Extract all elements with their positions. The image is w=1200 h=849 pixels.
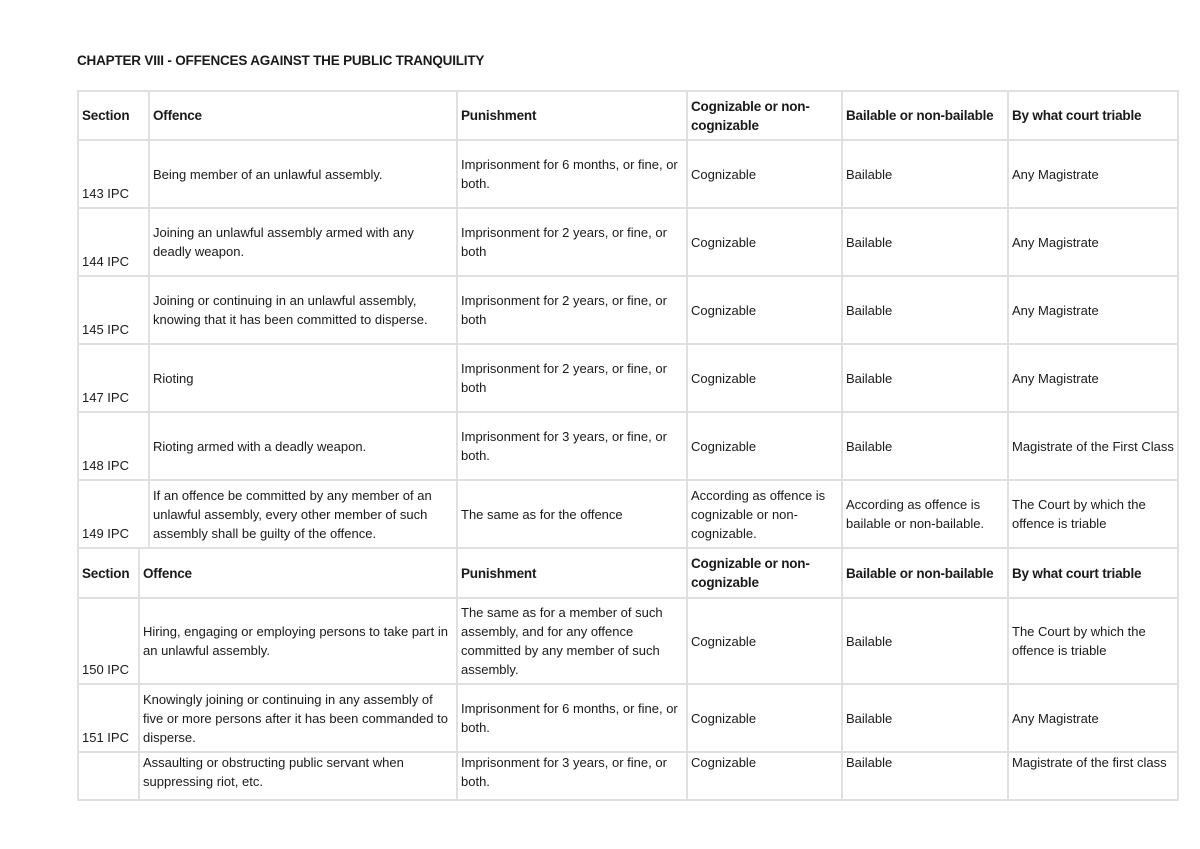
cognizable-cell: Cognizable [687, 208, 842, 276]
bailable-cell: Bailable [842, 412, 1008, 480]
section-cell: 148 IPC [78, 412, 149, 480]
table-row [78, 752, 1178, 800]
table-header-row [78, 548, 1178, 598]
offences-table-2 [77, 547, 1179, 801]
bailable-cell: Bailable [842, 344, 1008, 412]
header-punishment: Punishment [457, 91, 687, 140]
punishment-cell: The same as for the offence [457, 480, 687, 548]
table-header-row [78, 91, 1178, 140]
section-cell: 149 IPC [78, 480, 149, 548]
offence-cell: Joining an unlawful assembly armed with any deadly weapon. [149, 208, 457, 276]
table-row [78, 344, 1178, 412]
cognizable-cell: According as offence is cognizable or non-cognizable. [687, 480, 842, 548]
header-offence: Offence [139, 548, 457, 598]
punishment-cell: Imprisonment for 3 years, or fine, or both. [457, 752, 687, 800]
section-cell: 150 IPC [78, 598, 139, 684]
court-cell: Magistrate of the First Class [1008, 412, 1178, 480]
section-cell: 151 IPC [78, 684, 139, 752]
table-row [78, 480, 1178, 548]
punishment-cell: Imprisonment for 2 years, or fine, or both [457, 344, 687, 412]
offence-cell: Knowingly joining or continuing in any assembly of five or more persons after it has been commanded to disperse. [139, 684, 457, 752]
offence-cell: If an offence be committed by any member of an unlawful assembly, every other member of such assembly shall be guilty of the offence. [149, 480, 457, 548]
offences-table-1 [77, 90, 1179, 549]
header-section: Section [78, 548, 139, 598]
offence-cell: Hiring, engaging or employing persons to take part in an unlawful assembly. [139, 598, 457, 684]
bailable-cell: Bailable [842, 684, 1008, 752]
court-cell: Any Magistrate [1008, 276, 1178, 344]
header-bailable: Bailable or non-bailable [842, 91, 1008, 140]
bailable-cell: According as offence is bailable or non-bailable. [842, 480, 1008, 548]
bailable-cell: Bailable [842, 276, 1008, 344]
cognizable-cell: Cognizable [687, 752, 842, 800]
cognizable-cell: Cognizable [687, 276, 842, 344]
section-cell: 143 IPC [78, 140, 149, 208]
header-cognizable: Cognizable or non-cognizable [687, 548, 842, 598]
header-cognizable: Cognizable or non-cognizable [687, 91, 842, 140]
header-offence: Offence [149, 91, 457, 140]
section-cell: 144 IPC [78, 208, 149, 276]
header-punishment: Punishment [457, 548, 687, 598]
cognizable-cell: Cognizable [687, 140, 842, 208]
punishment-cell: Imprisonment for 3 years, or fine, or both. [457, 412, 687, 480]
court-cell: The Court by which the offence is triable [1008, 598, 1178, 684]
court-cell: Any Magistrate [1008, 208, 1178, 276]
table-row [78, 412, 1178, 480]
offence-cell: Rioting [149, 344, 457, 412]
table-row [78, 684, 1178, 752]
header-court: By what court triable [1008, 91, 1178, 140]
court-cell: Magistrate of the first class [1008, 752, 1178, 800]
court-cell: The Court by which the offence is triable [1008, 480, 1178, 548]
section-cell: 147 IPC [78, 344, 149, 412]
table-row [78, 598, 1178, 684]
offence-cell: Rioting armed with a deadly weapon. [149, 412, 457, 480]
header-court: By what court triable [1008, 548, 1178, 598]
cognizable-cell: Cognizable [687, 598, 842, 684]
punishment-cell: Imprisonment for 2 years, or fine, or both [457, 208, 687, 276]
punishment-cell: Imprisonment for 6 months, or fine, or both. [457, 684, 687, 752]
header-section: Section [78, 91, 149, 140]
punishment-cell: The same as for a member of such assembly, and for any offence committed by any member of such assembly. [457, 598, 687, 684]
page-title: CHAPTER VIII - OFFENCES AGAINST THE PUBLIC TRANQUILITY [77, 53, 485, 68]
punishment-cell: Imprisonment for 2 years, or fine, or both [457, 276, 687, 344]
offence-cell: Being member of an unlawful assembly. [149, 140, 457, 208]
bailable-cell: Bailable [842, 208, 1008, 276]
section-cell: 145 IPC [78, 276, 149, 344]
punishment-cell: Imprisonment for 6 months, or fine, or both. [457, 140, 687, 208]
bailable-cell: Bailable [842, 598, 1008, 684]
table-row [78, 208, 1178, 276]
section-cell [78, 752, 139, 800]
cognizable-cell: Cognizable [687, 344, 842, 412]
court-cell: Any Magistrate [1008, 684, 1178, 752]
header-bailable: Bailable or non-bailable [842, 548, 1008, 598]
court-cell: Any Magistrate [1008, 140, 1178, 208]
court-cell: Any Magistrate [1008, 344, 1178, 412]
bailable-cell: Bailable [842, 752, 1008, 800]
offence-cell: Joining or continuing in an unlawful assembly, knowing that it has been committed to disperse. [149, 276, 457, 344]
offence-cell: Assaulting or obstructing public servant when suppressing riot, etc. [139, 752, 457, 800]
cognizable-cell: Cognizable [687, 684, 842, 752]
table-row [78, 140, 1178, 208]
bailable-cell: Bailable [842, 140, 1008, 208]
table-row [78, 276, 1178, 344]
cognizable-cell: Cognizable [687, 412, 842, 480]
